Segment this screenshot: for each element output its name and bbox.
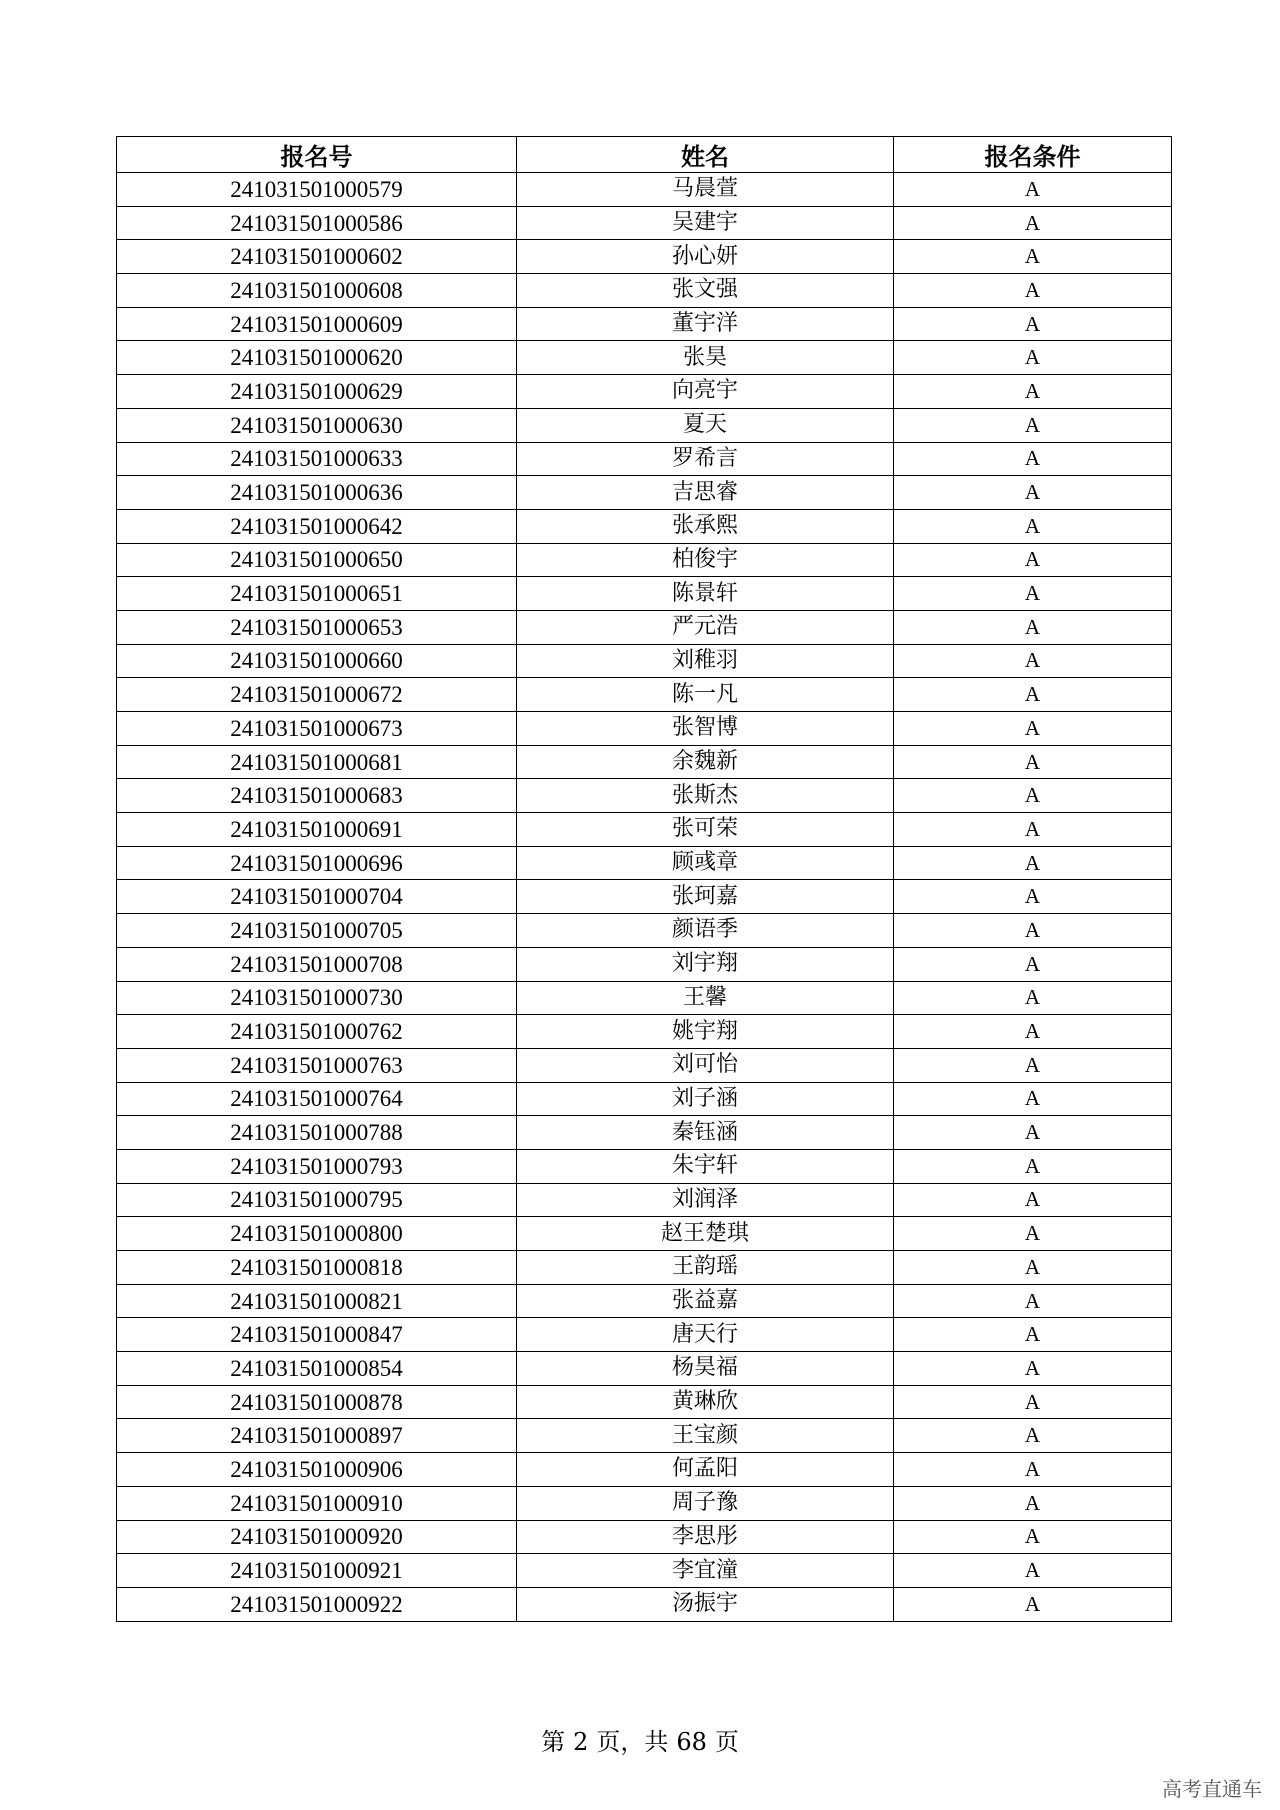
cell-name: 张珂嘉 — [517, 880, 894, 914]
cell-name: 刘宇翔 — [517, 947, 894, 981]
cell-registration-number: 241031501000821 — [117, 1284, 517, 1318]
cell-registration-number: 241031501000636 — [117, 476, 517, 510]
cell-condition: A — [894, 1352, 1172, 1386]
cell-name: 陈景轩 — [517, 577, 894, 611]
cell-condition: A — [894, 981, 1172, 1015]
cell-registration-number: 241031501000608 — [117, 274, 517, 308]
cell-name: 王馨 — [517, 981, 894, 1015]
cell-registration-number: 241031501000762 — [117, 1015, 517, 1049]
table-row — [117, 1217, 1172, 1251]
total-pages-number: 68 — [676, 1728, 707, 1756]
cell-registration-number: 241031501000800 — [117, 1217, 517, 1251]
cell-registration-number: 241031501000673 — [117, 712, 517, 746]
table-row — [117, 880, 1172, 914]
cell-condition: A — [894, 1587, 1172, 1621]
cell-name: 黄琳欣 — [517, 1385, 894, 1419]
cell-name: 何孟阳 — [517, 1453, 894, 1487]
cell-condition: A — [894, 543, 1172, 577]
cell-condition: A — [894, 240, 1172, 274]
cell-name: 顾彧章 — [517, 846, 894, 880]
cell-condition: A — [894, 1453, 1172, 1487]
cell-registration-number: 241031501000586 — [117, 206, 517, 240]
cell-condition: A — [894, 408, 1172, 442]
cell-name: 唐天行 — [517, 1318, 894, 1352]
table-row — [117, 274, 1172, 308]
table-row — [117, 307, 1172, 341]
cell-name: 刘可怡 — [517, 1048, 894, 1082]
cell-condition: A — [894, 375, 1172, 409]
cell-registration-number: 241031501000818 — [117, 1251, 517, 1285]
table-row — [117, 1419, 1172, 1453]
page-label-suffix: 页 — [714, 1728, 739, 1756]
cell-condition: A — [894, 846, 1172, 880]
cell-condition: A — [894, 577, 1172, 611]
cell-condition: A — [894, 644, 1172, 678]
cell-condition: A — [894, 1284, 1172, 1318]
cell-registration-number: 241031501000696 — [117, 846, 517, 880]
cell-registration-number: 241031501000906 — [117, 1453, 517, 1487]
table-row — [117, 1352, 1172, 1386]
cell-registration-number: 241031501000633 — [117, 442, 517, 476]
table-row — [117, 678, 1172, 712]
cell-name: 罗希言 — [517, 442, 894, 476]
cell-name: 王宝颜 — [517, 1419, 894, 1453]
table-row — [117, 914, 1172, 948]
cell-registration-number: 241031501000642 — [117, 509, 517, 543]
cell-registration-number: 241031501000629 — [117, 375, 517, 409]
cell-condition: A — [894, 173, 1172, 207]
table-row — [117, 1453, 1172, 1487]
cell-name: 孙心妍 — [517, 240, 894, 274]
cell-condition: A — [894, 341, 1172, 375]
cell-registration-number: 241031501000681 — [117, 745, 517, 779]
header-registration-number: 报名号 — [117, 137, 517, 173]
candidate-table — [116, 136, 1172, 1622]
table-row — [117, 1149, 1172, 1183]
cell-name: 向亮宇 — [517, 375, 894, 409]
cell-condition: A — [894, 206, 1172, 240]
cell-name: 董宇洋 — [517, 307, 894, 341]
watermark: 高考直通车 — [1162, 1777, 1262, 1801]
table-row — [117, 947, 1172, 981]
cell-condition: A — [894, 1082, 1172, 1116]
header-condition: 报名条件 — [894, 137, 1172, 173]
cell-name: 赵王楚琪 — [517, 1217, 894, 1251]
cell-registration-number: 241031501000683 — [117, 779, 517, 813]
cell-registration-number: 241031501000878 — [117, 1385, 517, 1419]
cell-registration-number: 241031501000653 — [117, 610, 517, 644]
cell-registration-number: 241031501000602 — [117, 240, 517, 274]
cell-name: 刘子涵 — [517, 1082, 894, 1116]
cell-name: 李思彤 — [517, 1520, 894, 1554]
table-row — [117, 408, 1172, 442]
cell-condition: A — [894, 1251, 1172, 1285]
table-row — [117, 1251, 1172, 1285]
cell-registration-number: 241031501000660 — [117, 644, 517, 678]
cell-name: 颜语季 — [517, 914, 894, 948]
table-row — [117, 543, 1172, 577]
cell-condition: A — [894, 1183, 1172, 1217]
page-label-mid: 页，共 — [596, 1728, 669, 1756]
cell-registration-number: 241031501000672 — [117, 678, 517, 712]
table-row — [117, 1486, 1172, 1520]
cell-name: 张智博 — [517, 712, 894, 746]
table-row — [117, 173, 1172, 207]
cell-condition: A — [894, 914, 1172, 948]
table-row — [117, 1385, 1172, 1419]
table-header-row — [117, 137, 1172, 173]
cell-registration-number: 241031501000609 — [117, 307, 517, 341]
cell-name: 张承熙 — [517, 509, 894, 543]
cell-condition: A — [894, 813, 1172, 847]
cell-condition: A — [894, 1318, 1172, 1352]
table-row — [117, 745, 1172, 779]
cell-condition: A — [894, 1217, 1172, 1251]
cell-name: 汤振宇 — [517, 1587, 894, 1621]
cell-name: 柏俊宇 — [517, 543, 894, 577]
cell-condition: A — [894, 610, 1172, 644]
cell-registration-number: 241031501000788 — [117, 1116, 517, 1150]
cell-condition: A — [894, 880, 1172, 914]
table-row — [117, 712, 1172, 746]
cell-registration-number: 241031501000847 — [117, 1318, 517, 1352]
table-row — [117, 206, 1172, 240]
cell-condition: A — [894, 745, 1172, 779]
cell-condition: A — [894, 1486, 1172, 1520]
cell-name: 张益嘉 — [517, 1284, 894, 1318]
table-row — [117, 1318, 1172, 1352]
cell-registration-number: 241031501000691 — [117, 813, 517, 847]
table-row — [117, 644, 1172, 678]
cell-registration-number: 241031501000920 — [117, 1520, 517, 1554]
cell-registration-number: 241031501000650 — [117, 543, 517, 577]
table-row — [117, 846, 1172, 880]
cell-registration-number: 241031501000854 — [117, 1352, 517, 1386]
table-row — [117, 1183, 1172, 1217]
cell-registration-number: 241031501000897 — [117, 1419, 517, 1453]
cell-name: 张文强 — [517, 274, 894, 308]
cell-registration-number: 241031501000793 — [117, 1149, 517, 1183]
cell-name: 夏天 — [517, 408, 894, 442]
cell-condition: A — [894, 1554, 1172, 1588]
table-row — [117, 1048, 1172, 1082]
cell-registration-number: 241031501000921 — [117, 1554, 517, 1588]
cell-registration-number: 241031501000730 — [117, 981, 517, 1015]
cell-name: 张昊 — [517, 341, 894, 375]
table-row — [117, 1587, 1172, 1621]
cell-registration-number: 241031501000708 — [117, 947, 517, 981]
table-row — [117, 577, 1172, 611]
cell-name: 王韵瑶 — [517, 1251, 894, 1285]
cell-condition: A — [894, 1149, 1172, 1183]
cell-condition: A — [894, 712, 1172, 746]
table-row — [117, 476, 1172, 510]
table-row — [117, 610, 1172, 644]
cell-name: 张可荣 — [517, 813, 894, 847]
cell-registration-number: 241031501000922 — [117, 1587, 517, 1621]
table-row — [117, 1015, 1172, 1049]
cell-registration-number: 241031501000764 — [117, 1082, 517, 1116]
cell-condition: A — [894, 1015, 1172, 1049]
cell-condition: A — [894, 1419, 1172, 1453]
table-row — [117, 442, 1172, 476]
cell-condition: A — [894, 678, 1172, 712]
cell-condition: A — [894, 1520, 1172, 1554]
cell-name: 李宜潼 — [517, 1554, 894, 1588]
cell-name: 刘稚羽 — [517, 644, 894, 678]
cell-name: 姚宇翔 — [517, 1015, 894, 1049]
cell-condition: A — [894, 1048, 1172, 1082]
table-row — [117, 813, 1172, 847]
cell-registration-number: 241031501000651 — [117, 577, 517, 611]
cell-condition: A — [894, 274, 1172, 308]
table-row — [117, 981, 1172, 1015]
page-label-prefix: 第 — [541, 1728, 566, 1756]
table-row — [117, 1554, 1172, 1588]
cell-name: 陈一凡 — [517, 678, 894, 712]
cell-name: 刘润泽 — [517, 1183, 894, 1217]
cell-name: 吉思睿 — [517, 476, 894, 510]
cell-name: 朱宇轩 — [517, 1149, 894, 1183]
current-page-number: 2 — [573, 1728, 589, 1756]
table-row — [117, 1082, 1172, 1116]
table-row — [117, 375, 1172, 409]
cell-registration-number: 241031501000763 — [117, 1048, 517, 1082]
cell-registration-number: 241031501000620 — [117, 341, 517, 375]
page-footer — [0, 1722, 1280, 1757]
cell-name: 吴建宇 — [517, 206, 894, 240]
cell-name: 马晨萱 — [517, 173, 894, 207]
cell-name: 杨昊福 — [517, 1352, 894, 1386]
cell-name: 周子豫 — [517, 1486, 894, 1520]
cell-registration-number: 241031501000630 — [117, 408, 517, 442]
cell-condition: A — [894, 509, 1172, 543]
cell-registration-number: 241031501000795 — [117, 1183, 517, 1217]
cell-condition: A — [894, 307, 1172, 341]
table-row — [117, 1284, 1172, 1318]
cell-name: 秦钰涵 — [517, 1116, 894, 1150]
cell-registration-number: 241031501000579 — [117, 173, 517, 207]
cell-condition: A — [894, 947, 1172, 981]
table-row — [117, 240, 1172, 274]
cell-registration-number: 241031501000705 — [117, 914, 517, 948]
cell-registration-number: 241031501000704 — [117, 880, 517, 914]
table-row — [117, 779, 1172, 813]
cell-name: 余魏新 — [517, 745, 894, 779]
table-row — [117, 341, 1172, 375]
table-row — [117, 1520, 1172, 1554]
cell-name: 张斯杰 — [517, 779, 894, 813]
table-row — [117, 1116, 1172, 1150]
cell-registration-number: 241031501000910 — [117, 1486, 517, 1520]
cell-condition: A — [894, 1385, 1172, 1419]
cell-name: 严元浩 — [517, 610, 894, 644]
cell-condition: A — [894, 476, 1172, 510]
cell-condition: A — [894, 779, 1172, 813]
table-body — [117, 173, 1172, 1622]
table-row — [117, 509, 1172, 543]
header-name: 姓名 — [517, 137, 894, 173]
cell-condition: A — [894, 442, 1172, 476]
cell-condition: A — [894, 1116, 1172, 1150]
